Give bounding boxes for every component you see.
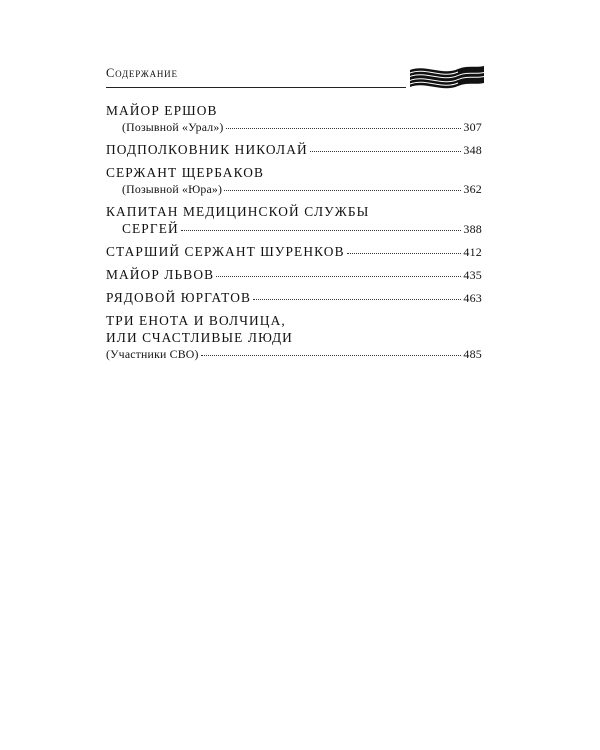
toc-page-number: 435 <box>463 268 482 282</box>
toc-entry[interactable] <box>106 312 482 363</box>
toc-entry-title: СЕРЖАНТ ЩЕРБАКОВ <box>106 165 265 180</box>
dot-leader <box>224 186 461 191</box>
toc-entry-title: СЕРГЕЙ <box>122 221 179 236</box>
toc-leader-row <box>106 220 482 238</box>
table-of-contents <box>106 102 482 363</box>
toc-leader-row <box>106 346 482 363</box>
toc-page-number: 388 <box>463 222 482 236</box>
st-george-ribbon-icon <box>408 60 486 94</box>
toc-entry[interactable] <box>106 203 482 238</box>
toc-entry-title: КАПИТАН МЕДИЦИНСКОЙ СЛУЖБЫ <box>106 204 370 219</box>
toc-leader-row <box>106 181 482 198</box>
toc-entry-subtitle: (Позывной «Урал») <box>122 120 224 134</box>
dot-leader <box>201 351 462 356</box>
toc-entry-title: СТАРШИЙ СЕРЖАНТ ШУРЕНКОВ <box>106 244 345 259</box>
toc-entry-title: ПОДПОЛКОВНИК НИКОЛАЙ <box>106 142 308 157</box>
toc-entry[interactable] <box>106 289 482 307</box>
toc-page-number: 362 <box>463 182 482 196</box>
toc-leader-row <box>106 266 482 284</box>
toc-leader-row <box>106 289 482 307</box>
running-header-title: Содержание <box>106 66 178 80</box>
toc-entry-title: ТРИ ЕНОТА И ВОЛЧИЦА, <box>106 313 286 328</box>
dot-leader <box>226 124 462 129</box>
header-rule <box>106 87 406 88</box>
dot-leader <box>347 249 462 254</box>
toc-page-number: 307 <box>463 120 482 134</box>
toc-entry[interactable] <box>106 102 482 136</box>
toc-leader-row <box>106 119 482 136</box>
toc-entry[interactable] <box>106 243 482 261</box>
dot-leader <box>216 272 461 277</box>
toc-leader-row <box>106 243 482 261</box>
toc-page-number: 485 <box>463 347 482 361</box>
toc-entry-subtitle: (Позывной «Юра») <box>122 182 223 196</box>
toc-entry[interactable] <box>106 266 482 284</box>
toc-page-number: 463 <box>463 291 482 305</box>
dot-leader <box>181 226 462 231</box>
dot-leader <box>253 295 461 300</box>
toc-entry[interactable] <box>106 141 482 159</box>
toc-entry-title: ИЛИ СЧАСТЛИВЫЕ ЛЮДИ <box>106 330 293 345</box>
toc-entry-title: МАЙОР ЕРШОВ <box>106 103 218 118</box>
toc-entry[interactable] <box>106 164 482 198</box>
dot-leader <box>310 147 462 152</box>
toc-page-number: 348 <box>463 143 482 157</box>
toc-leader-row <box>106 141 482 159</box>
toc-page-number: 412 <box>463 245 482 259</box>
toc-entry-subtitle: (Участники СВО) <box>106 347 199 361</box>
toc-entry-title: МАЙОР ЛЬВОВ <box>106 267 215 282</box>
toc-entry-title: РЯДОВОЙ ЮРГАТОВ <box>106 290 252 305</box>
